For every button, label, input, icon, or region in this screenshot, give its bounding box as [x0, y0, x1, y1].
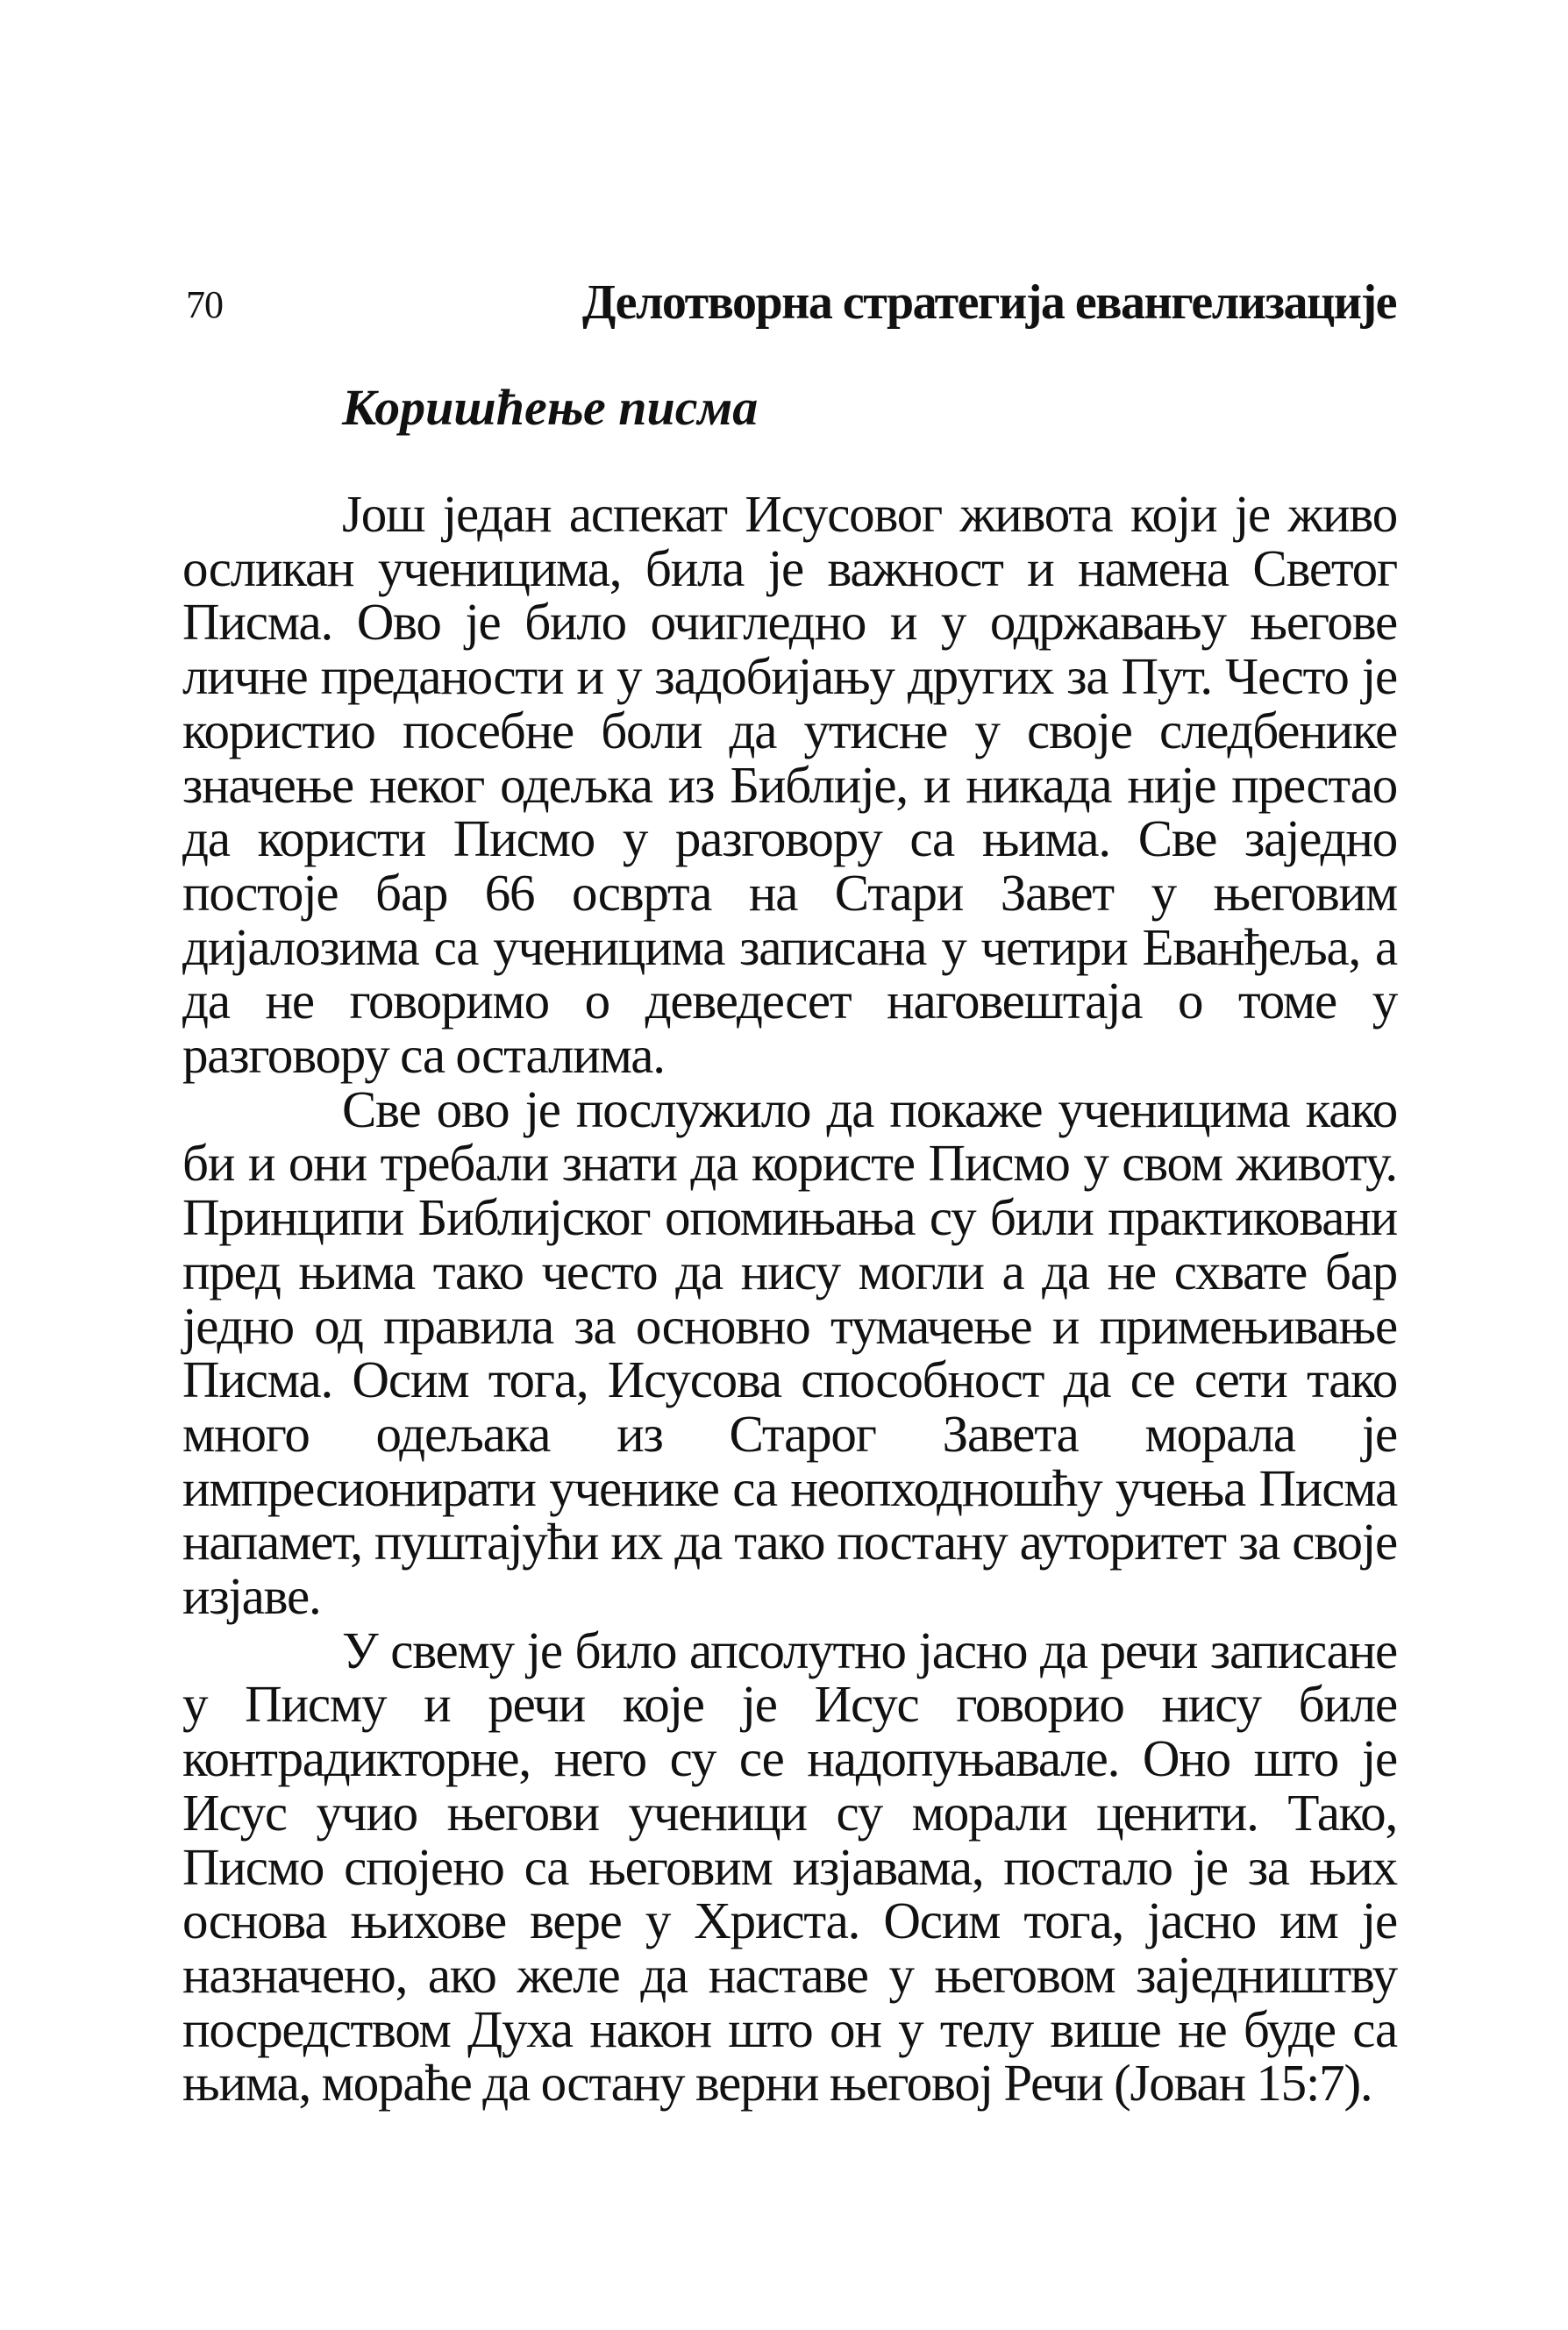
paragraph-3: У свему је било апсолутно јасно да речи записане у Писму и речи које је Исус говорио нису биле контрадикторне, него су се надопуњавале. Оно што је Исус учио његови ученици су морали ценити. Тако, Писмо спојено са његовим изјавама, постало је за њих основа њихове вере у Христа. Осим тога, јасно им је назначено, ако желе да наставе у његовом заједништву посредством Духа након што он у телу више не буде са њима, мораће да остану верни његовој Речи (Јован 15:7). [182, 1621, 1397, 2113]
body-text [182, 485, 1397, 2113]
paragraph-1: Још један аспекат Исусовог живота који је живо осликан ученицима, била је важност и намена Светог Писма. Ово је било очигледно и у одржавању његове личне преданости и у задобијању других за Пут. Често је користио посебне боли да утисне у своје следбенике значење неког одељка из Библије, и никада није престао да користи Писмо у разговору са њима. Све заједно постоје бар 66 осврта на Стари Завет у његовим дијалозима са ученицима записана у четири Еванђеља, а да не говоримо о деведесет наговештаја о томе у разговору са осталима. [182, 485, 1397, 1085]
page-number: 70 [186, 283, 223, 326]
paragraph-2: Све ово је послужило да покаже ученицима како би и они требали знати да користе Писмо у свом животу. Принципи Библијског опомињања су били практиковани пред њима тако често да нису могли а да не схвате бар једно од правила за основно тумачење и примењивање Писма. Осим тога, Исусова способност да се сети тако много одељака из Старог Завета морала је импресионирати ученике са неопходношћу учења Писма напамет, пуштајући их да тако постану ауторитет за своје изјаве. [182, 1079, 1397, 1626]
running-title: Делотворна стратегија евангелизације [581, 275, 1396, 330]
section-title: Коришћење писма [342, 379, 759, 436]
